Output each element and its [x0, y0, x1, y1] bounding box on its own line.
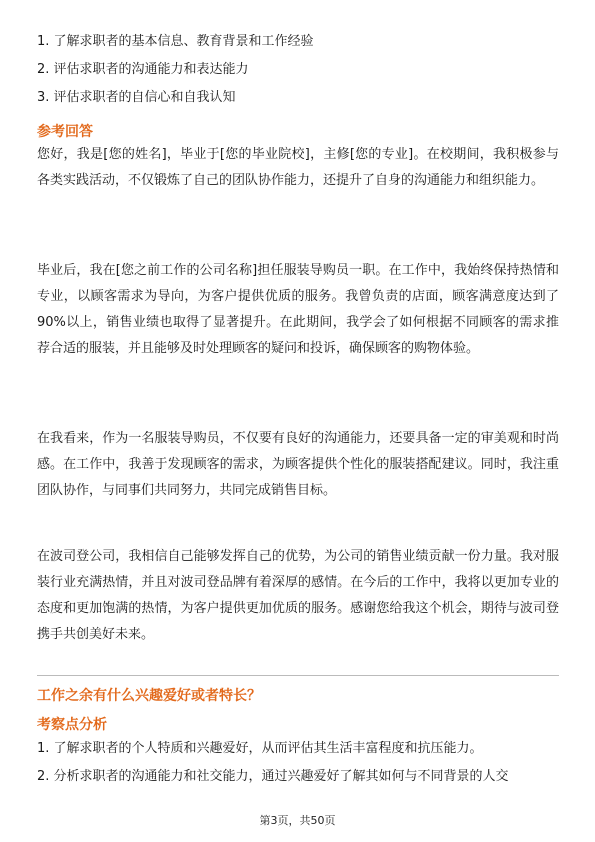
analysis-heading: 考察点分析 — [37, 717, 107, 733]
list-item: 1. 了解求职者的个人特质和兴趣爱好，从而评估其生活丰富程度和抗压能力。 — [37, 741, 483, 756]
list-item: 2. 评估求职者的沟通能力和表达能力 — [37, 62, 249, 77]
answer-paragraph: 您好，我是[您的姓名]，毕业于[您的毕业院校]，主修[您的专业]。在校期间，我积极参与各类实践活动，不仅锻炼了自己的团队协作能力，还提升了自身的沟通能力和组织能力。 — [37, 147, 559, 188]
list-item: 2. 分析求职者的沟通能力和社交能力，通过兴趣爱好了解其如何与不同背景的人交 — [37, 769, 509, 784]
page-number: 第3页，共50页 — [259, 814, 336, 827]
answer-paragraph: 在我看来，作为一名服装导购员，不仅要有良好的沟通能力，还要具备一定的审美观和时尚感。在工作中，我善于发现顾客的需求，为顾客提供个性化的服装搭配建议。同时，我注重团队协作，与同事们共同努力，共同完成销售目标。 — [37, 431, 559, 498]
answer-paragraph: 毕业后，我在[您之前工作的公司名称]担任服装导购员一职。在工作中，我始终保持热情和专业，以顾客需求为导向，为客户提供优质的服务。我曾负责的店面，顾客满意度达到了90%以上，销售业绩也取得了显著提升。在此期间，我学会了如何根据不同顾客的需求推荐合适的服装，并且能够及时处理顾客的疑问和投诉，确保顾客的购物体验。 — [37, 263, 559, 356]
list-item: 3. 评估求职者的自信心和自我认知 — [37, 90, 236, 105]
list-item: 1. 了解求职者的基本信息、教育背景和工作经验 — [37, 34, 314, 49]
answer-heading: 参考回答 — [37, 124, 93, 140]
answer-paragraph: 在波司登公司，我相信自己能够发挥自己的优势，为公司的销售业绩贡献一份力量。我对服装行业充满热情，并且对波司登品牌有着深厚的感情。在今后的工作中，我将以更加专业的态度和更加饱满的热情，为客户提供更加优质的服务。感谢您给我这个机会，期待与波司登携手共创美好未来。 — [37, 549, 559, 642]
section-divider — [37, 675, 559, 676]
question-heading: 工作之余有什么兴趣爱好或者特长？ — [37, 688, 261, 704]
